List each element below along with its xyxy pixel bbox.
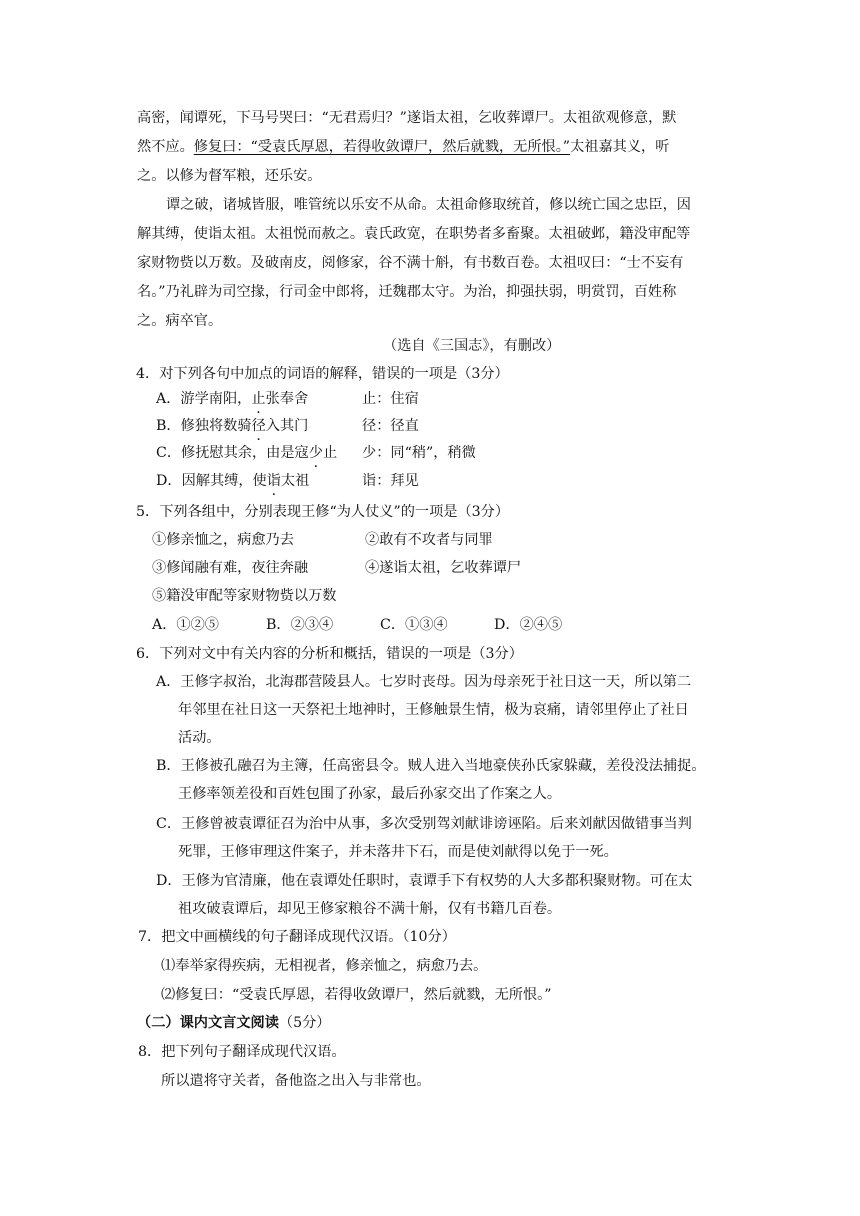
q6-option-b-line1: B．王修被孔融召为主簿，任高密县令。贼人进入当地豪侠孙氏家躲藏，差役没法捕捉。 bbox=[156, 758, 706, 774]
passage-p1-line3: 之。以修为督军粮，还乐安。 bbox=[137, 168, 322, 184]
passage-p1-line2 bbox=[137, 137, 669, 157]
q4-d-pre: D．因解其缚，使 bbox=[156, 473, 267, 489]
q6-option-a-line2: 年邻里在社日这一天祭祀土地神时，王修触景生情，极为哀痛，请邻里停止了社日 bbox=[178, 702, 689, 718]
passage-p2-line4: 名。”乃礼辟为司空掾，行司金中郎将，迁魏郡太守。为治，抑强扶弱，明赏罚，百姓称 bbox=[137, 284, 677, 300]
q4-a-pre: A．游学南阳， bbox=[156, 391, 252, 407]
q7-sentence-2: ⑵修复曰：“受袁氏厚恩，若得收敛谭尸，然后就戮，无所恨。” bbox=[161, 987, 552, 1003]
section-2-title: （二）课内文言文阅读 bbox=[137, 1015, 279, 1031]
q4-option-d bbox=[156, 471, 309, 491]
q4-b-post: 入其门 bbox=[265, 418, 309, 434]
q5-item-4: ④遂诣太祖，乞收葬谭尸 bbox=[365, 560, 522, 576]
q6-option-b-line2: 王修率领差役和百姓包围了孙家，最后孙家交出了作案之人。 bbox=[178, 786, 562, 802]
q4-stem: 4．对下列各句中加点的词语的解释，错误的一项是（3分） bbox=[136, 366, 509, 382]
q6-option-d-line1: D．王修为官清廉，他在袁谭处任职时，袁谭手下有权势的人大多都积聚财物。可在太 bbox=[156, 873, 693, 889]
passage-p2-line5: 之。病卒官。 bbox=[137, 313, 223, 329]
passage-p2-line2: 解其缚，使诣太祖。太祖悦而赦之。袁氏政宽，在职势者多畜聚。太祖破邺，籍没审配等 bbox=[137, 226, 691, 242]
q5-item-1: ①修亲恤之，病愈乃去 bbox=[152, 532, 294, 548]
section-2-score: （5分） bbox=[278, 1015, 331, 1031]
q4-option-d-explanation: 诣：拜见 bbox=[362, 473, 419, 489]
q4-c-dotted-word: 少 bbox=[308, 445, 323, 461]
q4-option-b bbox=[156, 416, 308, 436]
q4-option-b-explanation: 径：径直 bbox=[362, 418, 419, 434]
q4-d-post: 太祖 bbox=[280, 473, 310, 489]
q4-a-dotted-word: 止 bbox=[251, 391, 266, 407]
q6-option-a-line1: A．王修字叔治，北海郡营陵县人。七岁时丧母。因为母亲死于社日这一天，所以第二 bbox=[156, 674, 692, 690]
passage-p1-line2-pre: 然不应。 bbox=[137, 139, 194, 155]
passage-source: （选自《三国志》，有删改） bbox=[383, 338, 561, 354]
section-2-heading bbox=[137, 1013, 330, 1033]
q6-stem: 6．下列对文中有关内容的分析和概括，错误的一项是（3分） bbox=[136, 646, 523, 662]
q7-sentence-1: ⑴奉举家得疾病，无相视者，修亲恤之，病愈乃去。 bbox=[161, 958, 488, 974]
q8-sentence: 所以遣将守关者，备他盗之出入与非常也。 bbox=[161, 1073, 431, 1089]
q4-option-c-explanation: 少：同“稍”，稍微 bbox=[362, 445, 476, 461]
q5-option-b: B．②③④ bbox=[266, 617, 334, 633]
q6-option-d-line2: 祖攻破袁谭后，却见王修家粮谷不满十斛，仅有书籍几百卷。 bbox=[178, 901, 562, 917]
q4-c-post: 止 bbox=[322, 445, 338, 461]
passage-p1-line2-post: 太祖嘉其义，听 bbox=[570, 139, 670, 155]
q5-item-5: ⑤籍没审配等家财物赀以万数 bbox=[152, 588, 337, 604]
q5-item-3: ③修闻融有难，夜往奔融 bbox=[152, 560, 309, 576]
q4-a-post: 张奉舍 bbox=[265, 391, 309, 407]
q4-option-c bbox=[156, 443, 337, 463]
q8-stem: 8．把下列句子翻译成现代汉语。 bbox=[138, 1044, 346, 1060]
q4-b-dotted-word: 径 bbox=[251, 418, 266, 434]
q6-option-c-line1: C．王修曾被袁谭征召为治中从事，多次受别驾刘献诽谤诬陷。后来刘献因做错事当判 bbox=[156, 816, 692, 832]
q6-option-c-line2: 死罪，王修审理这件案子，并未落井下石，而是使刘献得以免于一死。 bbox=[178, 844, 618, 860]
q5-option-a: A．①②⑤ bbox=[152, 617, 219, 633]
underlined-sentence: 修复曰：“受袁氏厚恩，若得收敛谭尸，然后就戮，无所恨。” bbox=[193, 139, 571, 155]
q5-item-2: ②敢有不攻者与同罪 bbox=[365, 532, 493, 548]
q4-d-dotted-word: 诣 bbox=[266, 473, 281, 489]
q5-stem: 5．下列各组中，分别表现王修“为人仗义”的一项是（3分） bbox=[136, 504, 510, 520]
passage-p1-line1: 高密，闻谭死，下马号哭曰：“无君焉归？”遂诣太祖，乞收葬谭尸。太祖欲观修意，默 bbox=[137, 110, 677, 126]
passage-p2-line1: 谭之破，诸城皆服，唯管统以乐安不从命。太祖命修取统首，修以统亡国之忠臣，因 bbox=[166, 197, 691, 213]
q4-option-a-explanation: 止：住宿 bbox=[362, 391, 419, 407]
q7-stem: 7．把文中画横线的句子翻译成现代汉语。（10分） bbox=[138, 929, 456, 945]
q5-option-d: D．②④⑤ bbox=[494, 617, 563, 633]
q4-b-pre: B．修独将数骑 bbox=[156, 418, 252, 434]
passage-p2-line3: 家财物赀以万数。及破南皮，阅修家，谷不满十斛，有书数百卷。太祖叹曰：“士不妄有 bbox=[137, 255, 684, 271]
q6-option-a-line3: 活动。 bbox=[178, 730, 221, 746]
q4-option-a bbox=[156, 389, 308, 409]
q5-option-c: C．①③④ bbox=[380, 617, 448, 633]
q4-c-pre: C．修抚慰其余，由是寇 bbox=[156, 445, 309, 461]
